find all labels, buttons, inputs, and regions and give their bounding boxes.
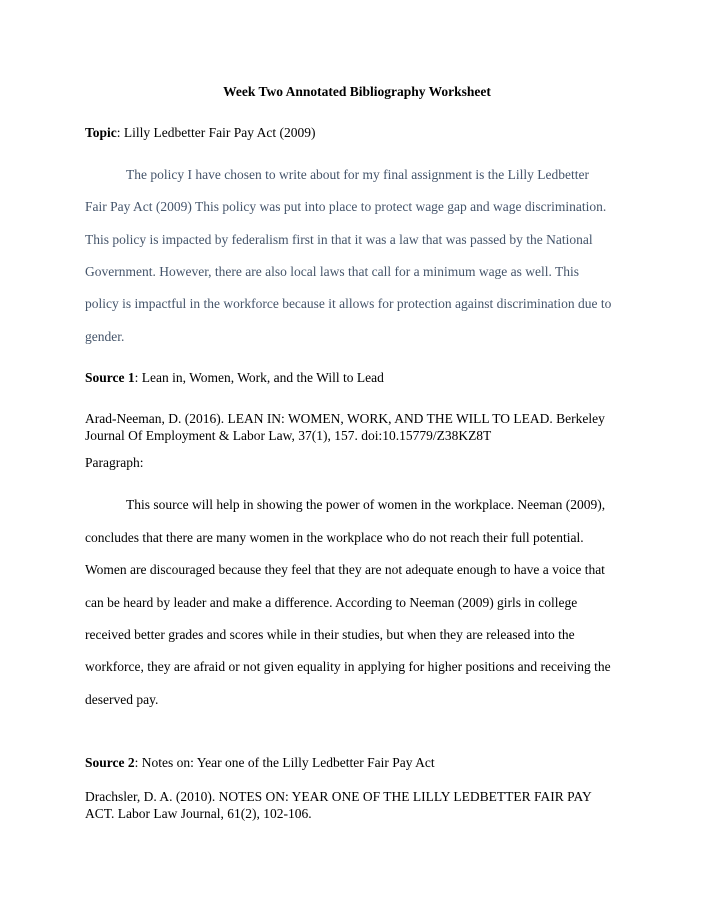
source1-heading: [85, 370, 645, 386]
source1-citation-line: Journal Of Employment & Labor Law, 37(1), 157. doi:10.15779/Z38KZ8T: [85, 428, 492, 443]
source1-paragraph-line: This source will help in showing the power of women in the workplace. Neeman (2009),: [126, 497, 606, 512]
intro-line: Government. However, there are also local laws that call for a minimum wage as well. This: [85, 264, 580, 279]
source1-paragraph-line: deserved pay.: [85, 692, 159, 707]
source1-paragraph-line: workforce, they are afraid or not given equality in applying for higher positions and receiving the: [85, 659, 611, 674]
source1-citation-line: Arad-Neeman, D. (2016). LEAN IN: WOMEN, WORK, AND THE WILL TO LEAD. Berkeley: [85, 411, 605, 426]
source1-label: Source 1: [85, 370, 135, 385]
intro-line: The policy I have chosen to write about for my final assignment is the Lilly Ledbetter: [126, 167, 589, 182]
intro-line: policy is impactful in the workforce because it allows for protection against discrimination due to: [85, 296, 612, 311]
topic-line: [85, 125, 645, 141]
source1-paragraph-line: concludes that there are many women in the workplace who do not reach their full potential.: [85, 530, 584, 545]
source2-heading: [85, 755, 645, 771]
topic-value: : Lilly Ledbetter Fair Pay Act (2009): [116, 125, 316, 140]
source2-label: Source 2: [85, 755, 135, 770]
source1-paragraph-line: can be heard by leader and make a difference. According to Neeman (2009) girls in college: [85, 595, 578, 610]
intro-line: Fair Pay Act (2009) This policy was put into place to protect wage gap and wage discrimination.: [85, 199, 607, 214]
source1-title: : Lean in, Women, Work, and the Will to Lead: [134, 370, 384, 385]
intro-line: gender.: [85, 329, 125, 344]
intro-line: This policy is impacted by federalism first in that it was a law that was passed by the National: [85, 232, 593, 247]
source2-citation-line: ACT. Labor Law Journal, 61(2), 102-106.: [85, 806, 312, 821]
source1-paragraph-label: Paragraph:: [85, 455, 144, 470]
source2-citation-line: Drachsler, D. A. (2010). NOTES ON: YEAR ONE OF THE LILLY LEDBETTER FAIR PAY: [85, 789, 592, 804]
source2-title: : Notes on: Year one of the Lilly Ledbetter Fair Pay Act: [134, 755, 435, 770]
source1-paragraph-line: Women are discouraged because they feel that they are not adequate enough to have a voice that: [85, 562, 605, 577]
topic-label: Topic: [85, 125, 117, 140]
document-title: Week Two Annotated Bibliography Worksheet: [223, 84, 491, 99]
source1-paragraph-line: received better grades and scores while in their studies, but when they are released into the: [85, 627, 575, 642]
